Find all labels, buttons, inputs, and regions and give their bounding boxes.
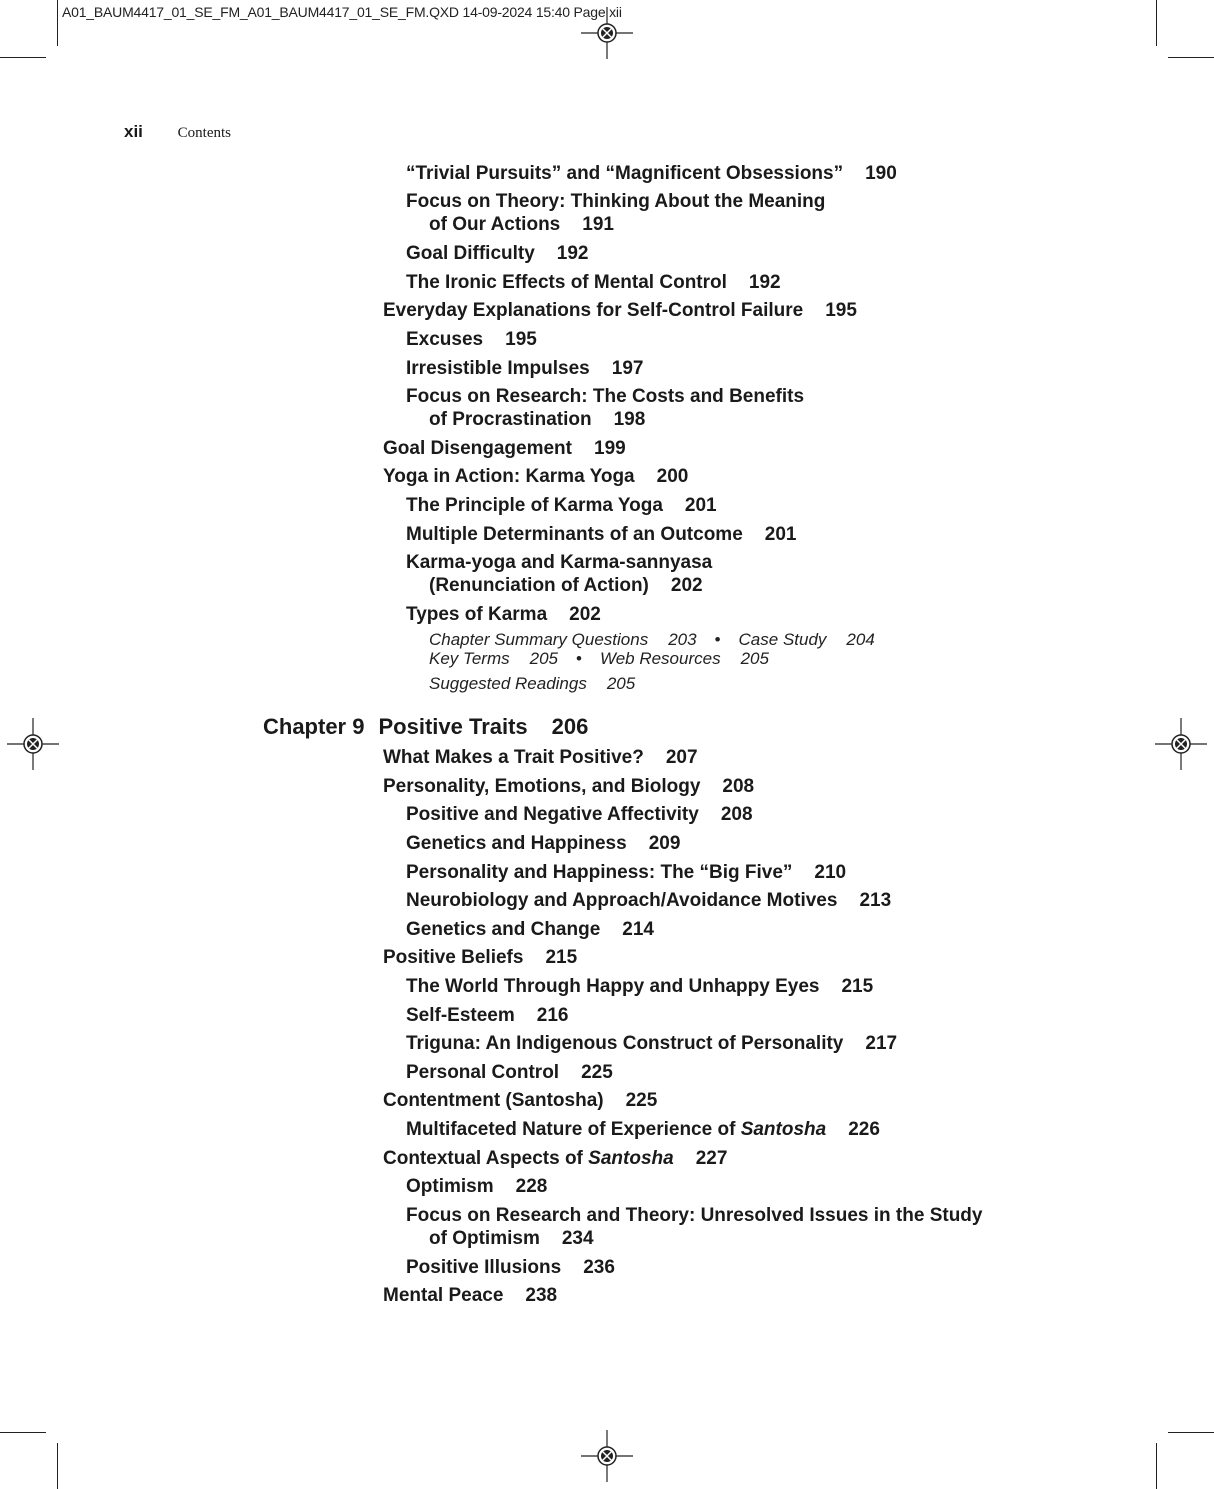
toc-entry[interactable] <box>406 1032 897 1055</box>
toc-entry-title: Contextual Aspects of <box>383 1148 583 1169</box>
toc-entry-title: Personal Control <box>406 1062 560 1083</box>
toc-entry-title: Optimism <box>406 1176 494 1197</box>
toc-entry-title: Self-Esteem <box>406 1005 515 1026</box>
toc-entry-title: Goal Difficulty <box>406 243 535 264</box>
toc-entry[interactable] <box>406 162 897 185</box>
toc-entry[interactable] <box>406 242 589 265</box>
toc-entry-title: Excuses <box>406 329 484 350</box>
toc-entry[interactable] <box>406 832 680 855</box>
toc-entry[interactable] <box>406 918 654 941</box>
toc-entry-title: Yoga in Action: Karma Yoga <box>383 466 635 487</box>
toc-entry-title-continued: of Optimism <box>429 1228 540 1249</box>
chapter-label: Chapter 9 <box>263 714 365 739</box>
toc-entry-title-italic: Santosha <box>588 1148 674 1169</box>
toc-entry-title: Neurobiology and Approach/Avoidance Motives <box>406 890 838 911</box>
key-terms-page: 205 <box>529 649 558 668</box>
chapter-heading[interactable] <box>263 714 588 740</box>
crop-mark-top-right-horizontal <box>1168 57 1214 58</box>
toc-entry[interactable] <box>406 1175 547 1198</box>
crop-mark-top-left-horizontal <box>0 57 46 58</box>
toc-entry-page: 210 <box>814 862 847 883</box>
toc-entry-page: 201 <box>764 524 797 545</box>
toc-entry-title: Multiple Determinants of an Outcome <box>406 524 743 545</box>
registration-mark-left-icon <box>7 718 59 770</box>
toc-entry-title: The Principle of Karma Yoga <box>406 495 663 516</box>
toc-entry-title: Multifaceted Nature of Experience of <box>406 1119 736 1140</box>
toc-entry[interactable] <box>383 437 626 460</box>
toc-entry[interactable] <box>406 1061 613 1084</box>
toc-entry-title: Contentment (Santosha) <box>383 1090 604 1111</box>
toc-entry[interactable] <box>383 775 754 798</box>
page-folio: xii <box>124 122 143 141</box>
toc-entry-page: 209 <box>648 833 681 854</box>
crop-mark-bottom-left-vertical <box>57 1443 58 1489</box>
chapter-page: 206 <box>551 714 589 739</box>
toc-entry-page: 215 <box>545 947 578 968</box>
crop-mark-bottom-left-horizontal <box>0 1432 46 1433</box>
toc-entry-title: Mental Peace <box>383 1285 504 1306</box>
toc-entry-page: 208 <box>720 804 753 825</box>
printer-slug: A01_BAUM4417_01_SE_FM_A01_BAUM4417_01_SE_FM.QXD 14-09-2024 15:40 Page xii <box>62 4 622 20</box>
toc-entry-title-italic: Santosha <box>740 1119 827 1140</box>
toc-entry-title: Positive and Negative Affectivity <box>406 804 699 825</box>
toc-entry-page: 226 <box>848 1119 880 1140</box>
crop-mark-top-left-vertical <box>57 0 58 46</box>
toc-entry-page: 202 <box>670 575 703 596</box>
toc-entry-page: 234 <box>561 1228 594 1249</box>
toc-entry-title: Triguna: An Indigenous Construct of Personality <box>406 1033 844 1054</box>
toc-entry[interactable] <box>383 1284 557 1307</box>
suggested-readings-link[interactable]: Suggested Readings <box>429 674 587 693</box>
toc-entry-title: Goal Disengagement <box>383 438 572 459</box>
web-resources-link[interactable]: Web Resources <box>599 649 721 668</box>
toc-entry[interactable] <box>406 271 781 294</box>
toc-entry-page: 191 <box>582 214 614 235</box>
toc-entry-title: Focus on Theory: Thinking About the Meaning <box>406 191 826 212</box>
toc-entry[interactable] <box>406 603 601 626</box>
bullet-separator: • <box>714 630 721 649</box>
toc-entry-page: 228 <box>515 1176 548 1197</box>
toc-entry[interactable] <box>383 465 688 488</box>
toc-entry-title: Irresistible Impulses <box>406 358 590 379</box>
toc-entry-title: What Makes a Trait Positive? <box>383 747 644 768</box>
toc-entry-page: 236 <box>583 1257 615 1278</box>
chapter-summary-page: 203 <box>668 630 697 649</box>
toc-entry-title: Positive Illusions <box>406 1257 562 1278</box>
toc-entry-title: Karma-yoga and Karma-sannyasa <box>406 552 713 573</box>
toc-entry-title: Positive Beliefs <box>383 947 524 968</box>
toc-entry[interactable] <box>406 551 712 597</box>
toc-entry-page: 198 <box>613 409 646 430</box>
toc-entry-title: Focus on Research and Theory: Unresolved Issues in the Study <box>406 1205 983 1226</box>
toc-entry-title-continued: of Our Actions <box>429 214 561 235</box>
toc-entry-title: The World Through Happy and Unhappy Eyes <box>406 976 820 997</box>
registration-mark-bottom-icon <box>581 1430 633 1482</box>
toc-entry[interactable] <box>406 1004 568 1027</box>
registration-mark-top-icon <box>581 7 633 59</box>
key-terms-link[interactable]: Key Terms <box>429 649 510 668</box>
toc-entry[interactable] <box>406 190 825 236</box>
toc-entry-page: 238 <box>525 1285 558 1306</box>
toc-entry-title: Personality, Emotions, and Biology <box>383 776 701 797</box>
toc-entry[interactable] <box>383 1089 657 1112</box>
toc-entry-title: Focus on Research: The Costs and Benefits <box>406 386 805 407</box>
toc-entry-title-continued: of Procrastination <box>429 409 592 430</box>
toc-entry[interactable] <box>383 1147 727 1170</box>
toc-entry[interactable] <box>406 1256 615 1279</box>
toc-entry-title: Everyday Explanations for Self-Control Failure <box>383 300 804 321</box>
toc-entry-title-continued: (Renunciation of Action) <box>429 575 649 596</box>
toc-entry-title: Personality and Happiness: The “Big Five” <box>406 862 793 883</box>
toc-entry[interactable] <box>406 975 873 998</box>
toc-entry-title: Genetics and Change <box>406 919 601 940</box>
toc-entry-page: 213 <box>859 890 892 911</box>
crop-mark-top-right-vertical <box>1156 0 1157 46</box>
toc-entry-page: 190 <box>865 163 897 184</box>
case-study-page: 204 <box>846 630 875 649</box>
running-head-title: Contents <box>177 125 231 141</box>
end-matter-line <box>429 630 875 650</box>
toc-entry-title: The Ironic Effects of Mental Control <box>406 272 727 293</box>
toc-entry-page: 227 <box>695 1148 728 1169</box>
toc-entry-page: 216 <box>536 1005 569 1026</box>
case-study-link[interactable]: Case Study <box>738 630 827 649</box>
toc-entry-title: Genetics and Happiness <box>406 833 627 854</box>
toc-entry-page: 192 <box>556 243 589 264</box>
suggested-readings-page: 205 <box>606 674 636 693</box>
toc-entry-title: “Trivial Pursuits” and “Magnificent Obsessions” <box>406 163 844 184</box>
crop-mark-bottom-right-vertical <box>1156 1443 1157 1489</box>
toc-entry[interactable] <box>406 1118 880 1141</box>
end-matter-line <box>429 674 635 694</box>
chapter-title: Positive Traits <box>378 714 528 739</box>
running-head <box>124 122 231 142</box>
toc-entry-page: 208 <box>722 776 755 797</box>
toc-entry-page: 195 <box>825 300 857 321</box>
toc-entry-page: 225 <box>581 1062 613 1083</box>
toc-entry-page: 199 <box>594 438 626 459</box>
end-matter-line <box>429 649 769 669</box>
toc-entry-page: 197 <box>611 358 644 379</box>
chapter-summary-link[interactable]: Chapter Summary Questions <box>429 630 649 649</box>
toc-entry-page: 201 <box>684 495 717 516</box>
registration-mark-right-icon <box>1155 718 1207 770</box>
web-resources-page: 205 <box>740 649 769 668</box>
toc-entry-page: 215 <box>841 976 874 997</box>
toc-entry[interactable] <box>406 328 537 351</box>
toc-entry-page: 225 <box>625 1090 658 1111</box>
toc-entry-page: 195 <box>505 329 537 350</box>
toc-entry[interactable] <box>383 946 577 969</box>
toc-entry[interactable] <box>406 494 717 517</box>
toc-entry[interactable] <box>406 357 643 380</box>
toc-entry[interactable] <box>406 861 846 884</box>
bullet-separator: • <box>576 649 582 668</box>
toc-entry[interactable] <box>406 1204 982 1250</box>
toc-entry-page: 217 <box>865 1033 898 1054</box>
toc-entry[interactable] <box>406 889 891 912</box>
toc-entry[interactable] <box>406 803 753 826</box>
toc-entry-page: 207 <box>665 747 698 768</box>
toc-entry-title: Types of Karma <box>406 604 548 625</box>
toc-entry-page: 200 <box>656 466 689 487</box>
toc-entry[interactable] <box>383 299 857 322</box>
toc-entry[interactable] <box>383 746 698 769</box>
toc-entry-page: 202 <box>569 604 601 625</box>
toc-entry[interactable] <box>406 385 804 431</box>
toc-entry[interactable] <box>406 523 796 546</box>
toc-entry-page: 192 <box>748 272 781 293</box>
crop-mark-bottom-right-horizontal <box>1168 1432 1214 1433</box>
toc-entry-page: 214 <box>622 919 654 940</box>
